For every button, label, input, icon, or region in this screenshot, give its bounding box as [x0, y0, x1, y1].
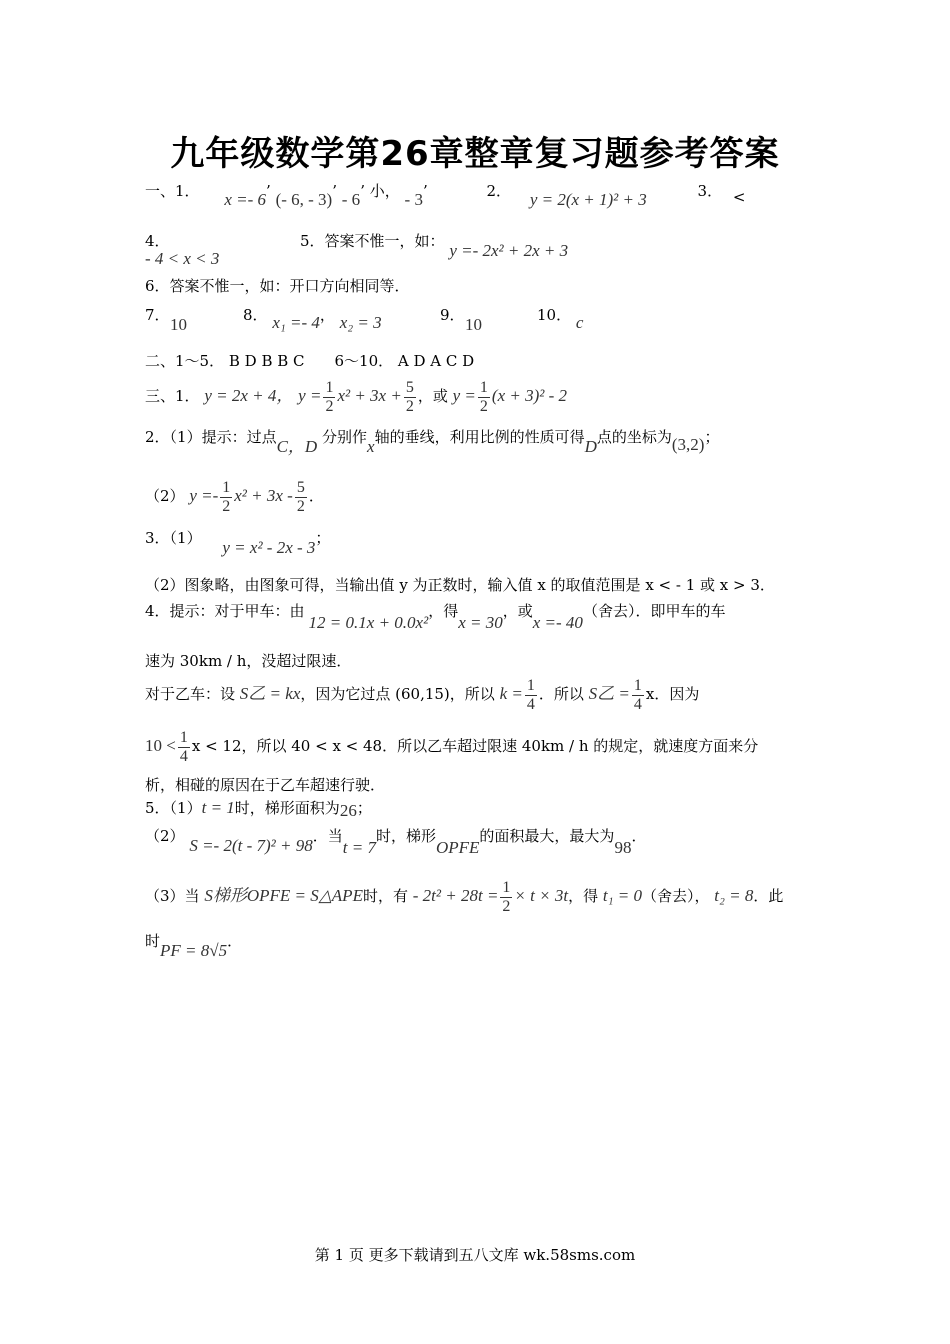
- ans: y = x² - 2x - 3: [222, 538, 316, 557]
- ans: - 6: [341, 190, 361, 209]
- answer-line-4-5: [145, 230, 219, 274]
- text: ．此: [753, 887, 784, 905]
- ans: x² + 3x +: [337, 386, 402, 405]
- ans: S =- 2(t - 7)² + 98: [189, 836, 313, 855]
- ans: k =: [499, 684, 523, 703]
- text: ，得: [428, 602, 459, 620]
- label: 5．答案不惟一，如：: [300, 232, 445, 250]
- page-footer: 第 1 页 更多下载请到五八文库 wk.58sms.com: [314, 1246, 636, 1264]
- ans: c: [575, 313, 584, 332]
- answer-line-1-3: 一、1． x =- 6’ (- 6, - 3)’ - 6’ 小， - 3’ 2． y = 2(x + 1)² + 3 3． <: [145, 182, 746, 209]
- text: x．因为: [645, 685, 700, 703]
- ans: 10: [465, 315, 482, 334]
- label: 8．: [243, 306, 268, 324]
- label: 3．: [697, 182, 723, 200]
- ans: (3,2): [671, 435, 705, 454]
- fraction: $\frac{1}{2}$: [502, 878, 511, 915]
- text: 轴的垂线，利用比例的性质可得: [374, 428, 585, 446]
- fraction: $\frac{5}{2}$: [296, 478, 305, 515]
- ans: x₁ =- 4: [272, 313, 320, 332]
- text: ．: [308, 487, 324, 505]
- label: 10．: [537, 306, 572, 324]
- text: ；: [315, 529, 331, 547]
- ans: 26: [339, 801, 357, 820]
- answer-3-4-5: 析，相碰的原因在于乙车超速行驶．: [145, 776, 386, 794]
- ans: x =- 6: [224, 190, 267, 209]
- ans: y =: [452, 386, 476, 405]
- ans: - 4 < x < 3: [145, 249, 220, 268]
- ans: S乙 =: [588, 684, 630, 703]
- ans: - 2t² + 28t =: [412, 886, 499, 905]
- ans: 98: [614, 838, 632, 857]
- answer-section-2: 二、1～5． B D B B C 6～10． A D A C D: [145, 352, 475, 370]
- fraction: $\frac{5}{2}$: [405, 378, 414, 415]
- label: 4．: [145, 232, 170, 250]
- answer-3-5-2: [145, 825, 647, 857]
- answer-3-3-2: （2）图象略，由图象可得，当输出值 y 为正数时，输入值 x 的取值范围是 x < - 1 或 x > 3．: [145, 576, 775, 594]
- text: ，因为它过点 (60,15)，所以: [300, 685, 495, 703]
- answer-3-1: [145, 376, 567, 416]
- ans: S梯形OPFE = S△APE: [204, 886, 363, 905]
- ans: y =-: [189, 486, 219, 505]
- answer-3-5-1: [145, 797, 372, 819]
- label: （2）: [145, 487, 185, 505]
- answer-10: [537, 304, 584, 332]
- label: 2．: [486, 182, 512, 200]
- fraction: $\frac{1}{4}$: [526, 676, 535, 713]
- text: （2）: [145, 827, 185, 845]
- text: 时，梯形: [375, 827, 436, 845]
- text: 时: [145, 932, 161, 950]
- ans: × t × 3t: [514, 886, 569, 905]
- answer-8: 8． x₁ =- 4， x₂ = 3: [243, 306, 382, 332]
- fraction: $\frac{1}{2}$: [325, 378, 334, 415]
- answer-3-5-3: [145, 874, 783, 918]
- text: ．所以: [538, 685, 584, 703]
- ans: D: [584, 437, 597, 456]
- label: 9．: [440, 306, 465, 324]
- ans: x₂ = 3: [339, 313, 382, 332]
- ans: y = 2(x + 1)² + 3: [529, 190, 647, 209]
- ans: x² + 3x -: [234, 486, 293, 505]
- answer-line-7-10: [145, 304, 170, 326]
- ans: <: [732, 188, 746, 206]
- page-title: 九年级数学第26章整章复习题参考答案: [170, 134, 780, 174]
- text: 对于乙车：设: [145, 685, 236, 703]
- answer-7: [170, 314, 187, 336]
- text: ．: [631, 827, 647, 845]
- ans: (x + 3)² - 2: [491, 386, 568, 405]
- ans: OPFE: [435, 838, 480, 857]
- answer-3-4-3: [145, 672, 699, 716]
- ans: x = 30: [458, 613, 503, 632]
- ans: S乙 = kx: [239, 684, 301, 703]
- text: 4．提示：对于甲车：由: [145, 602, 305, 620]
- ans: x: [367, 437, 375, 456]
- text: 2．（1）提示：过点: [145, 428, 277, 446]
- label: 3．（1）: [145, 529, 202, 547]
- text: 的面积最大，最大为: [479, 827, 615, 845]
- answer-3-5-4: [145, 930, 243, 960]
- answer-3-2-2: [145, 474, 324, 518]
- label: 一、1．: [145, 182, 200, 200]
- text: （舍去）．即甲车的车: [582, 602, 726, 620]
- answer-3-2-1: [145, 426, 720, 456]
- text: ；: [704, 428, 720, 446]
- answer-3-3-1: [145, 527, 331, 557]
- ans: y = 2x + 4，: [204, 386, 294, 405]
- ans: x =- 40: [532, 613, 583, 632]
- text: x < 12，所以 40 < x < 48．所以乙车超过限速 40km / h 的规定，就速度方面来分: [191, 737, 759, 755]
- ans: 小，: [369, 182, 400, 200]
- text: ，或: [417, 387, 448, 405]
- label: 7．: [145, 306, 170, 324]
- text: （舍去），: [641, 887, 710, 905]
- text: ，或: [502, 602, 533, 620]
- answer-3-4-2: 速为 30km / h，没超过限速．: [145, 652, 352, 670]
- text: 时，有: [362, 887, 408, 905]
- ans: - 3: [404, 190, 423, 209]
- text: ，得: [568, 887, 599, 905]
- text: 分别作: [322, 428, 368, 446]
- fraction: $\frac{1}{2}$: [222, 478, 231, 515]
- fraction: $\frac{1}{4}$: [179, 728, 188, 765]
- text: ．当: [312, 827, 343, 845]
- text: 5．（1）: [145, 799, 202, 817]
- text: ．: [227, 932, 243, 950]
- answer-line-6: 6．答案不惟一，如：开口方向相同等．: [145, 277, 410, 295]
- answer-9: [440, 304, 482, 348]
- answer-3-4-1: [145, 600, 726, 632]
- ans: t₂ = 8: [714, 886, 754, 905]
- ans: 10 <: [145, 736, 176, 755]
- ans: t = 7: [342, 838, 376, 857]
- text: 时，梯形面积为: [234, 799, 340, 817]
- text: ；: [356, 799, 372, 817]
- fraction: $\frac{1}{2}$: [479, 378, 488, 415]
- label: 三、1．: [145, 387, 200, 405]
- ans: y =: [298, 386, 322, 405]
- fraction: $\frac{1}{4}$: [633, 676, 642, 713]
- text: 点的坐标为: [596, 428, 672, 446]
- ans: 10: [170, 315, 187, 334]
- answer-line-5: [300, 230, 569, 260]
- ans: t₁ = 0: [602, 886, 642, 905]
- ans: 12 = 0.1x + 0.0x²: [308, 613, 429, 632]
- ans: (- 6, - 3): [275, 190, 333, 209]
- text: （3）当: [145, 887, 200, 905]
- ans: PF = 8√5: [160, 941, 228, 960]
- ans: y =- 2x² + 2x + 3: [449, 241, 569, 260]
- answer-3-4-4: [145, 724, 758, 768]
- ans: C，D: [276, 437, 318, 456]
- ans: t = 1: [201, 798, 235, 817]
